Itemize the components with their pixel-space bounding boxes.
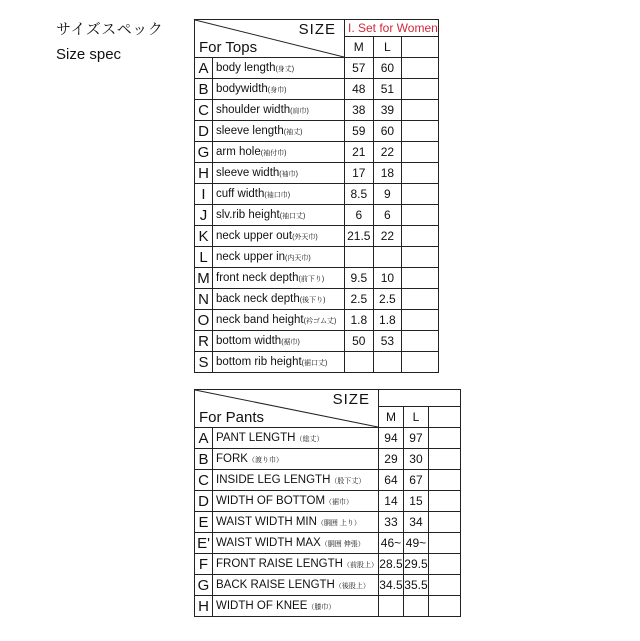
tops-col-extra (402, 37, 439, 58)
value-l (373, 247, 402, 268)
measurement-japanese-label: （膝巾） (307, 604, 336, 611)
measurement-japanese-label: (外天巾) (292, 234, 318, 241)
tops-header-cell (195, 20, 345, 58)
table-row (195, 268, 439, 289)
empty-cell (428, 449, 460, 470)
table-row (195, 331, 439, 352)
measurement-japanese-label: （前股上） (342, 562, 378, 569)
measurement-label: BACK RAISE LENGTH (216, 579, 335, 591)
measurement-name (213, 491, 379, 512)
row-letter: E' (195, 533, 213, 554)
value-m: 14 (378, 491, 403, 512)
value-l: 53 (373, 331, 402, 352)
empty-cell (402, 163, 439, 184)
measurement-name (213, 512, 379, 533)
row-letter: O (195, 310, 213, 331)
measurement-name (213, 470, 379, 491)
value-l: 10 (373, 268, 402, 289)
measurement-japanese-label: （後股上） (334, 583, 370, 590)
tops-col-l: L (373, 37, 402, 58)
empty-cell (428, 533, 460, 554)
empty-cell (402, 268, 439, 289)
row-letter: N (195, 289, 213, 310)
row-letter: H (195, 596, 213, 617)
measurement-name (213, 226, 345, 247)
empty-cell (402, 226, 439, 247)
measurement-japanese-label: (袖付巾) (260, 150, 287, 157)
value-m: 64 (378, 470, 403, 491)
measurement-japanese-label: (裾巾) (281, 339, 300, 346)
measurement-label: WIDTH OF KNEE (216, 600, 308, 612)
table-row (195, 554, 461, 575)
measurement-japanese-label: (袖巾) (279, 171, 298, 178)
measurement-japanese-label: （股下丈） (330, 478, 366, 485)
table-row (195, 491, 461, 512)
row-letter: R (195, 331, 213, 352)
empty-cell (402, 352, 439, 373)
value-m: 21 (345, 142, 374, 163)
value-m: 57 (345, 58, 374, 79)
measurement-label: bottom rib height (216, 356, 302, 368)
value-l: 67 (403, 470, 428, 491)
measurement-name (213, 163, 345, 184)
measurement-name (213, 58, 345, 79)
table-row (195, 100, 439, 121)
row-letter: H (195, 163, 213, 184)
measurement-name (213, 247, 345, 268)
table-row (195, 428, 461, 449)
measurement-label: neck upper in (216, 251, 286, 263)
empty-cell (402, 121, 439, 142)
table-row (195, 310, 439, 331)
value-l: 60 (373, 58, 402, 79)
measurement-japanese-label: (裾口丈) (301, 360, 328, 367)
row-letter: C (195, 100, 213, 121)
empty-cell (428, 512, 460, 533)
value-m: 9.5 (345, 268, 374, 289)
measurement-japanese-label: （胴囲 伸張） (320, 541, 365, 548)
row-letter: M (195, 268, 213, 289)
measurement-name (213, 596, 379, 617)
measurement-label: arm hole (216, 146, 261, 158)
tops-size-table (194, 19, 439, 373)
row-letter: L (195, 247, 213, 268)
value-m: 94 (378, 428, 403, 449)
measurement-name (213, 428, 379, 449)
measurement-japanese-label: (内天巾) (285, 255, 311, 262)
value-m: 21.5 (345, 226, 374, 247)
measurement-label: back neck depth (216, 293, 300, 305)
value-l: 1.8 (373, 310, 402, 331)
value-l: 30 (403, 449, 428, 470)
value-m: 46~ (378, 533, 403, 554)
pants-size-table (194, 389, 461, 617)
row-letter: G (195, 575, 213, 596)
measurement-japanese-label: （総丈） (295, 436, 324, 443)
empty-cell (402, 205, 439, 226)
value-m: 2.5 (345, 289, 374, 310)
value-l: 2.5 (373, 289, 402, 310)
empty-cell (402, 100, 439, 121)
empty-cell (428, 491, 460, 512)
empty-cell (402, 79, 439, 100)
row-letter: D (195, 491, 213, 512)
empty-cell (402, 331, 439, 352)
value-l: 97 (403, 428, 428, 449)
measurement-name (213, 79, 345, 100)
value-l (403, 596, 428, 617)
table-row (195, 289, 439, 310)
measurement-japanese-label: (身丈) (275, 66, 295, 73)
row-letter: B (195, 79, 213, 100)
row-letter: C (195, 470, 213, 491)
measurement-name (213, 121, 345, 142)
empty-cell (428, 554, 460, 575)
measurement-label: WAIST WIDTH MIN (216, 516, 317, 528)
table-row (195, 121, 439, 142)
measurement-label: body length (216, 62, 276, 74)
table-row (195, 205, 439, 226)
measurement-name (213, 310, 345, 331)
measurement-japanese-label: （渡り巾） (247, 457, 283, 464)
tops-header-row (195, 20, 439, 37)
pants-col-m: M (378, 407, 403, 428)
measurement-name (213, 554, 379, 575)
table-row (195, 533, 461, 554)
table-row (195, 596, 461, 617)
value-m (345, 247, 374, 268)
value-l: 22 (373, 226, 402, 247)
table-row (195, 575, 461, 596)
row-letter: B (195, 449, 213, 470)
pants-for-label: For Pants (199, 409, 265, 426)
measurement-label: neck upper out (216, 230, 293, 242)
row-letter: K (195, 226, 213, 247)
table-row (195, 79, 439, 100)
measurement-name (213, 331, 345, 352)
measurement-name (213, 533, 379, 554)
table-row (195, 247, 439, 268)
measurement-label: shoulder width (216, 104, 291, 116)
empty-cell (428, 470, 460, 491)
pants-blank-header (378, 390, 460, 407)
empty-cell (402, 58, 439, 79)
value-m: 50 (345, 331, 374, 352)
measurement-japanese-label: (前下り) (298, 276, 325, 283)
measurement-label: sleeve length (216, 125, 284, 137)
measurement-name (213, 142, 345, 163)
measurement-label: WAIST WIDTH MAX (216, 537, 321, 549)
empty-cell (402, 142, 439, 163)
table-row (195, 163, 439, 184)
table-row (195, 449, 461, 470)
measurement-japanese-label: (肩巾) (290, 108, 309, 115)
value-l: 39 (373, 100, 402, 121)
measurement-label: FRONT RAISE LENGTH (216, 558, 343, 570)
value-m: 33 (378, 512, 403, 533)
measurement-label: cuff width (216, 188, 265, 200)
pants-size-label: SIZE (332, 391, 370, 408)
pants-col-l: L (403, 407, 428, 428)
tops-for-label: For Tops (199, 39, 258, 56)
value-l: 9 (373, 184, 402, 205)
row-letter: S (195, 352, 213, 373)
value-l: 60 (373, 121, 402, 142)
row-letter: I (195, 184, 213, 205)
pants-col-extra (428, 407, 460, 428)
row-letter: J (195, 205, 213, 226)
empty-cell (402, 184, 439, 205)
measurement-name (213, 449, 379, 470)
pants-header-cell (195, 390, 379, 428)
measurement-japanese-label: (袖丈) (283, 129, 303, 136)
table-row (195, 142, 439, 163)
measurement-japanese-label: (後下り) (299, 297, 326, 304)
row-letter: A (195, 428, 213, 449)
value-m: 6 (345, 205, 374, 226)
value-l: 22 (373, 142, 402, 163)
value-l: 51 (373, 79, 402, 100)
measurement-label: sleeve width (216, 167, 280, 179)
value-m: 48 (345, 79, 374, 100)
measurement-japanese-label: （胴囲 上り） (316, 520, 361, 527)
measurement-japanese-label: (袖口巾) (264, 192, 291, 199)
value-l: 15 (403, 491, 428, 512)
tops-col-m: M (345, 37, 374, 58)
measurement-label: bottom width (216, 335, 282, 347)
table-row (195, 226, 439, 247)
measurement-label: WIDTH OF BOTTOM (216, 495, 326, 507)
row-letter: F (195, 554, 213, 575)
measurement-name (213, 352, 345, 373)
measurement-label: PANT LENGTH (216, 432, 296, 444)
caption-japanese: サイズスペック (56, 21, 164, 38)
value-l: 18 (373, 163, 402, 184)
measurement-japanese-label: (身巾) (267, 87, 287, 94)
value-m (345, 352, 374, 373)
table-row (195, 352, 439, 373)
value-m: 59 (345, 121, 374, 142)
empty-cell (428, 575, 460, 596)
measurement-label: FORK (216, 453, 248, 465)
measurement-name (213, 100, 345, 121)
table-row (195, 58, 439, 79)
tops-size-label: SIZE (298, 21, 336, 38)
empty-cell (428, 428, 460, 449)
pants-header-row (195, 390, 461, 407)
row-letter: D (195, 121, 213, 142)
row-letter: A (195, 58, 213, 79)
measurement-label: slv.rib height (216, 209, 280, 221)
value-m: 34.5 (378, 575, 403, 596)
table-row (195, 184, 439, 205)
value-l: 35.5 (403, 575, 428, 596)
value-l: 6 (373, 205, 402, 226)
measurement-japanese-label: （裾巾） (325, 499, 354, 506)
table-row (195, 512, 461, 533)
measurement-name (213, 289, 345, 310)
row-letter: E (195, 512, 213, 533)
value-m (378, 596, 403, 617)
value-m: 1.8 (345, 310, 374, 331)
empty-cell (402, 247, 439, 268)
set-for-women-label: I. Set for Women (345, 20, 439, 37)
empty-cell (402, 289, 439, 310)
value-l: 29.5 (403, 554, 428, 575)
measurement-label: bodywidth (216, 83, 268, 95)
value-m: 29 (378, 449, 403, 470)
empty-cell (402, 310, 439, 331)
measurement-japanese-label: (袖口丈) (279, 213, 306, 220)
value-m: 38 (345, 100, 374, 121)
measurement-name (213, 268, 345, 289)
measurement-name (213, 575, 379, 596)
value-l (373, 352, 402, 373)
row-letter: G (195, 142, 213, 163)
caption-english: Size spec (56, 46, 122, 63)
value-m: 28.5 (378, 554, 403, 575)
measurement-label: front neck depth (216, 272, 299, 284)
measurement-label: neck band height (216, 314, 304, 326)
value-m: 17 (345, 163, 374, 184)
table-row (195, 470, 461, 491)
value-m: 8.5 (345, 184, 374, 205)
value-l: 49~ (403, 533, 428, 554)
measurement-name (213, 205, 345, 226)
empty-cell (428, 596, 460, 617)
measurement-japanese-label: (衿ゴム丈) (303, 318, 337, 325)
measurement-name (213, 184, 345, 205)
measurement-label: INSIDE LEG LENGTH (216, 474, 331, 486)
value-l: 34 (403, 512, 428, 533)
